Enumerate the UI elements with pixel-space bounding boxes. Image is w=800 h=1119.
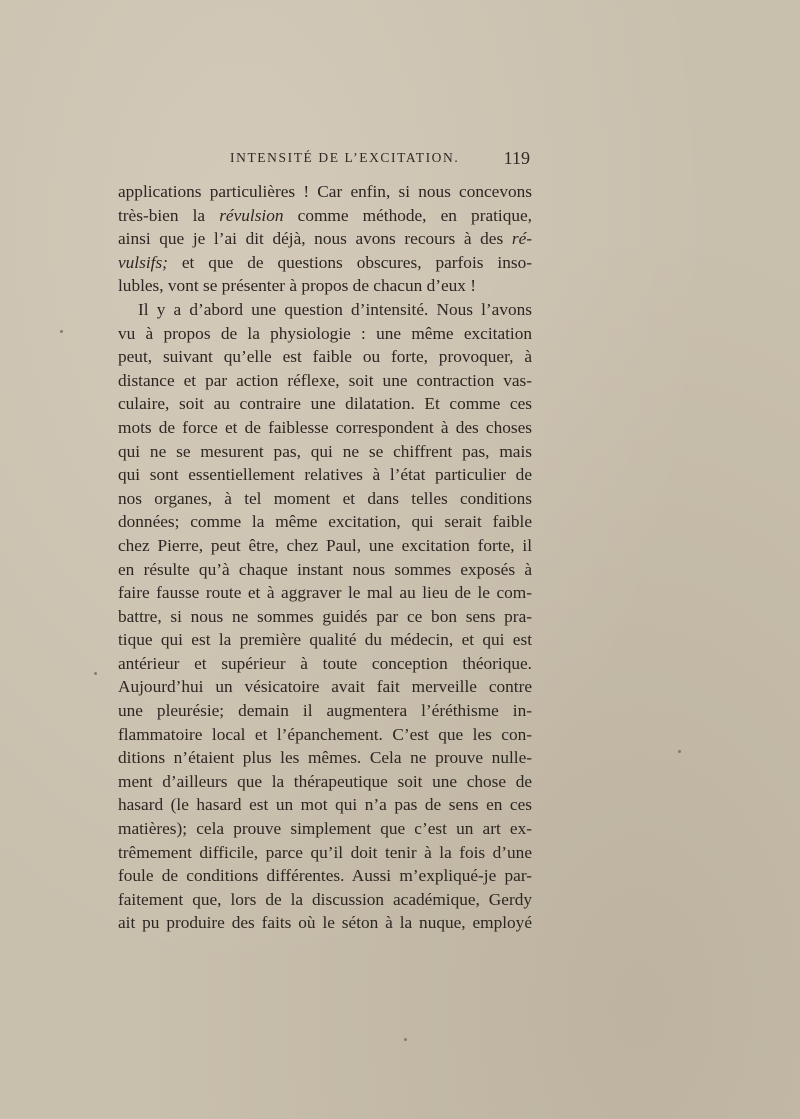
- text-run: et que de questions obscures, parfois inso-: [167, 252, 532, 272]
- text-line: [118, 605, 532, 629]
- text-line: [118, 770, 532, 794]
- text-run: foule de conditions différentes. Aussi m’expliqué-je par-: [118, 866, 532, 886]
- text-run: faitement que, lors de la discussion académique, Gerdy: [118, 889, 532, 909]
- text-line: [118, 864, 532, 888]
- text-line: [118, 298, 532, 322]
- text-run: chez Pierre, peut être, chez Paul, une excitation forte, il: [118, 535, 532, 555]
- italic-text: vulsifs;: [118, 252, 168, 272]
- text-run: antérieur et supérieur à toute conception théorique.: [118, 653, 532, 673]
- text-run: distance et par action réflexe, soit une contraction vas-: [118, 370, 532, 390]
- text-line: [118, 652, 532, 676]
- text-line: [118, 416, 532, 440]
- text-line: [118, 888, 532, 912]
- text-run: en résulte qu’à chaque instant nous sommes exposés à: [118, 559, 532, 579]
- text-line: [118, 251, 532, 275]
- running-title: INTENSITÉ DE L’EXCITATION.: [230, 150, 460, 165]
- text-run: mots de force et de faiblesse correspondent à des choses: [118, 417, 532, 437]
- text-run: qui sont essentiellement relatives à l’état particulier de: [118, 465, 532, 485]
- page-number: 119: [503, 148, 530, 168]
- text-line: [118, 841, 532, 865]
- text-line: [118, 675, 532, 699]
- paper-speck: [404, 1038, 407, 1041]
- text-run: flammatoire local et l’épanchement. C’est que les con-: [118, 724, 532, 744]
- text-line: [118, 392, 532, 416]
- text-line: [118, 628, 532, 652]
- text-run: données; comme la même excitation, qui serait faible: [118, 512, 532, 532]
- text-run: culaire, soit au contraire une dilatation. Et comme ces: [118, 394, 532, 414]
- text-run: très-bien la: [118, 205, 220, 225]
- text-line: [118, 558, 532, 582]
- text-line: [118, 227, 532, 251]
- italic-text: ré-: [511, 229, 532, 249]
- text-run: faire fausse route et à aggraver le mal au lieu de le com-: [118, 583, 532, 603]
- text-run: trêmement difficile, parce qu’il doit tenir à la fois d’une: [118, 842, 532, 862]
- text-line: [118, 699, 532, 723]
- text-run: ait pu produire des faits où le séton à la nuque, employé: [118, 913, 532, 933]
- text-line: [118, 463, 532, 487]
- text-run: nos organes, à tel moment et dans telles conditions: [118, 488, 532, 508]
- text-run: matières); cela prouve simplement que c’est un art ex-: [118, 819, 532, 839]
- italic-text: révulsion: [219, 205, 284, 225]
- text-line: [118, 793, 532, 817]
- text-line: [118, 723, 532, 747]
- text-run: Aujourd’hui un vésicatoire avait fait merveille contre: [118, 677, 532, 697]
- text-run: vu à propos de la physiologie : une même excitation: [118, 323, 532, 343]
- text-run: qui ne se mesurent pas, qui ne se chiffrent pas, mais: [118, 441, 532, 461]
- text-line: [118, 274, 532, 298]
- text-line: [118, 204, 532, 228]
- text-line: [118, 534, 532, 558]
- paper-speck: [678, 750, 681, 753]
- paper-speck: [60, 330, 63, 333]
- page-header: [118, 148, 532, 176]
- text-run: comme méthode, en pratique,: [283, 205, 532, 225]
- text-line: [118, 369, 532, 393]
- text-line: [118, 322, 532, 346]
- text-line: [118, 345, 532, 369]
- text-line: [118, 911, 532, 935]
- text-run: ment d’ailleurs que la thérapeutique soit une chose de: [118, 771, 532, 791]
- text-run: battre, si nous ne sommes guidés par ce bon sens pra-: [118, 606, 532, 626]
- text-run: hasard (le hasard est un mot qui n’a pas de sens en ces: [118, 795, 532, 815]
- text-run: applications particulières ! Car enfin, si nous concevons: [118, 182, 532, 201]
- text-run: tique qui est la première qualité du médecin, et qui est: [118, 630, 532, 650]
- paper-speck: [94, 672, 97, 675]
- body-text: [118, 180, 532, 935]
- text-run: lubles, vont se présenter à propos de chacun d’eux !: [118, 276, 476, 296]
- text-line: [118, 581, 532, 605]
- text-run: ainsi que je l’ai dit déjà, nous avons recours à des: [118, 229, 512, 249]
- text-run: Il y a d’abord une question d’intensité. Nous l’avons: [138, 299, 532, 319]
- text-line: [118, 180, 532, 204]
- text-line: [118, 440, 532, 464]
- text-run: ditions n’étaient plus les mêmes. Cela ne prouve nulle-: [118, 748, 532, 768]
- text-line: [118, 510, 532, 534]
- text-line: [118, 817, 532, 841]
- text-line: [118, 746, 532, 770]
- text-run: peut, suivant qu’elle est faible ou forte, provoquer, à: [118, 347, 532, 367]
- text-line: [118, 487, 532, 511]
- text-run: une pleurésie; demain il augmentera l’éréthisme in-: [118, 701, 532, 721]
